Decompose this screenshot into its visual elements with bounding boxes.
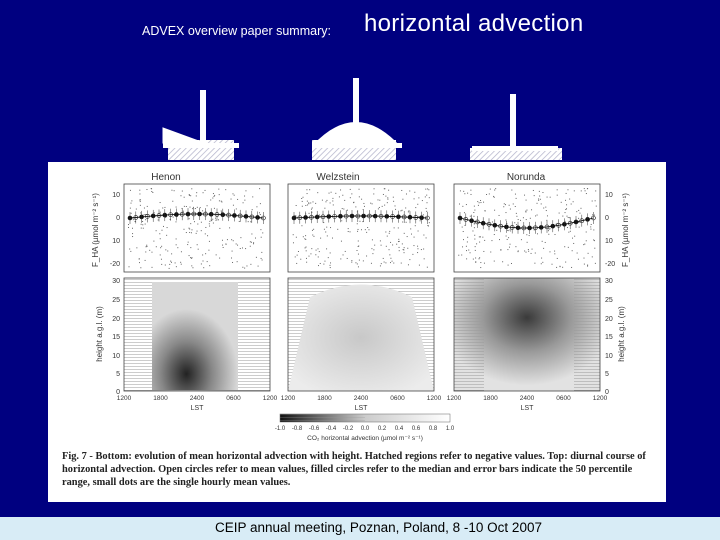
xlabel-henon: LST [190, 405, 204, 412]
figure-panel [48, 162, 666, 502]
heatmap-henon [124, 278, 270, 391]
ytick-top-right: 10 [605, 238, 613, 245]
top-ylabel-right: F_HA (µmol m⁻² s⁻¹) [621, 193, 630, 267]
colorbar-ticks [275, 426, 455, 432]
colorbar-tick: 0.6 [411, 426, 421, 432]
ytick-height-left: 0 [116, 389, 120, 396]
dome-profile-icon [312, 78, 402, 160]
bottom-ylabel-right: height a.g.l. (m) [617, 306, 626, 362]
x-tick-label: 0600 [556, 395, 571, 402]
top-ylabel-left: F_HA (µmol m⁻² s⁻¹) [91, 193, 100, 267]
ytick-top-right: 0 [605, 215, 609, 222]
x-tick-label: 2400 [353, 395, 369, 402]
ytick-top-left: 10 [112, 192, 120, 199]
panel-title-welzstein: Welzstein [316, 172, 360, 183]
ytick-top-right: 10 [605, 192, 613, 199]
ytick-top-left: 10 [112, 238, 120, 245]
caption-lead: Fig. 7 - Bottom: [62, 451, 132, 462]
ytick-height-right: 30 [605, 278, 613, 285]
colorbar-tick: -0.2 [342, 426, 354, 432]
colorbar-tick: 0.4 [394, 426, 404, 432]
footer-bar [0, 517, 720, 540]
x-tick-label: 1200 [446, 395, 462, 402]
xlabel-norunda: LST [520, 405, 534, 412]
ytick-height-left: 25 [112, 297, 120, 304]
advection-profile-schematics [0, 0, 720, 160]
ytick-height-left: 15 [112, 334, 120, 341]
x-tick-label: 1200 [426, 395, 442, 402]
ytick-height-left: 30 [112, 278, 120, 285]
x-tick-labels [117, 395, 608, 402]
x-tick-label: 2400 [519, 395, 535, 402]
x-tick-label: 1200 [592, 395, 608, 402]
colorbar-tick: 0.0 [360, 426, 370, 432]
ytick-height-right: 25 [605, 297, 613, 304]
wedge-profile-icon [163, 90, 239, 160]
x-tick-label: 2400 [189, 395, 205, 402]
ytick-height-right: 0 [605, 389, 609, 396]
panel-title-henon: Henon [151, 172, 181, 183]
colorbar-tick: -0.4 [325, 426, 337, 432]
ytick-height-right: 15 [605, 334, 613, 341]
slide-title: horizontal advection [364, 10, 584, 37]
heatmap-welzstein [288, 278, 434, 391]
ytick-top-left: -20 [109, 261, 120, 268]
heatmap-norunda [454, 278, 600, 391]
x-tick-label: 1200 [262, 395, 278, 402]
ytick-height-left: 5 [116, 371, 120, 378]
slide-subtitle: ADVEX overview paper summary: [142, 24, 331, 38]
colorbar-tick: -0.6 [308, 426, 320, 432]
colorbar-tick: 0.8 [428, 426, 438, 432]
x-tick-label: 1800 [153, 395, 168, 402]
x-tick-label: 0600 [226, 395, 241, 402]
ytick-top-right: -20 [605, 261, 616, 268]
caption-text: evolution of mean horizontal advection with height. Hatched regions refer to negative values. Top: diurnal course of horizontal advection. Open circles refer to mean values, filled circles refer to the median and error bars indicate the 50 percentile range, small dots are the single hourly mean values. [62, 451, 646, 489]
advection-figure [48, 162, 666, 452]
x-tick-label: 0600 [390, 395, 405, 402]
figure-caption [62, 450, 656, 490]
hourly-scatter [128, 188, 597, 269]
ytick-height-right: 5 [605, 371, 609, 378]
colorbar-tick: -1.0 [274, 426, 286, 432]
ytick-height-right: 20 [605, 316, 613, 323]
bottom-ylabel-left: height a.g.l. (m) [95, 306, 104, 362]
flat-profile-icon [470, 94, 562, 160]
colorbar-tick: 0.2 [377, 426, 387, 432]
colorbar-label: CO₂ horizontal advection (µmol m⁻² s⁻¹) [307, 435, 423, 442]
x-tick-label: 1200 [280, 395, 296, 402]
colorbar [280, 414, 450, 422]
panel-title-norunda: Norunda [506, 172, 546, 183]
footer-text: CEIP annual meeting, Poznan, Poland, 8 -10 Oct 2007 [215, 520, 542, 535]
x-tick-label: 1800 [483, 395, 498, 402]
x-tick-label: 1800 [317, 395, 332, 402]
colorbar-tick: 1.0 [445, 426, 455, 432]
ytick-height-left: 10 [112, 353, 120, 360]
xlabel-welzstein: LST [354, 405, 368, 412]
ytick-height-right: 10 [605, 353, 613, 360]
ytick-top-left: 0 [116, 215, 120, 222]
colorbar-tick: -0.8 [291, 426, 303, 432]
x-tick-label: 1200 [116, 395, 132, 402]
ytick-height-left: 20 [112, 316, 120, 323]
